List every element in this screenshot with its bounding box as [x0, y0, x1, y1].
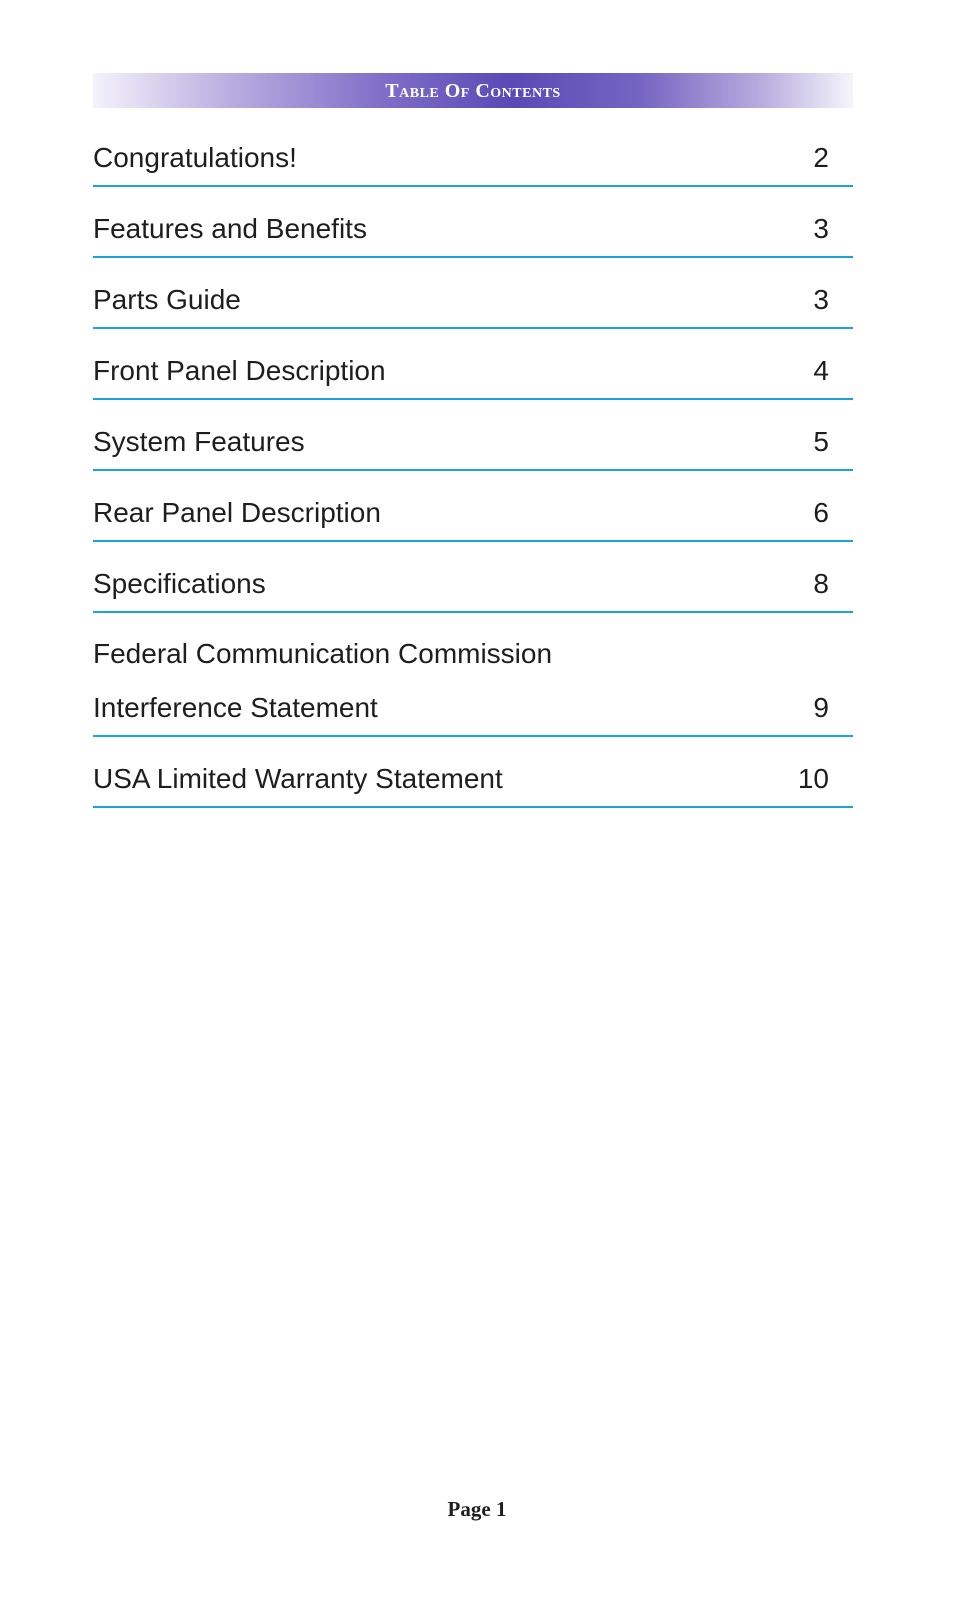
toc-entry-page: 10 — [797, 763, 829, 794]
toc-entry-title: Federal Communication Commission — [93, 638, 553, 669]
toc-entry-page: 5 — [813, 426, 829, 457]
toc-entry-page: 2 — [813, 142, 829, 173]
toc-entry-title: Rear Panel Description — [93, 497, 381, 528]
toc-entry[interactable] — [93, 752, 853, 808]
toc-entry[interactable] — [93, 273, 853, 329]
toc-entry-title: USA Limited Warranty Statement — [93, 763, 503, 794]
toc-entry[interactable] — [93, 486, 853, 542]
toc-entry-page: 9 — [813, 692, 829, 723]
toc-entry[interactable] — [93, 415, 853, 471]
toc-entry[interactable] — [93, 557, 853, 613]
toc-entry-title: Features and Benefits — [93, 213, 367, 244]
toc-entry-title-continued: Interference Statement — [93, 692, 378, 723]
toc-entry[interactable] — [93, 131, 853, 187]
toc-entry-title: System Features — [93, 426, 305, 457]
section-header-bar — [93, 73, 853, 108]
toc-entry-title: Parts Guide — [93, 284, 241, 315]
toc-entry[interactable] — [93, 202, 853, 258]
page-number: Page 1 — [447, 1497, 507, 1521]
toc-entry[interactable] — [93, 344, 853, 400]
toc-entry-page: 3 — [813, 213, 829, 244]
toc-entry-title: Specifications — [93, 568, 266, 599]
section-title: Table Of Contents — [385, 80, 561, 102]
toc-entry-page: 4 — [813, 355, 829, 386]
toc-entry-page: 6 — [813, 497, 829, 528]
toc-entry-page: 3 — [813, 284, 829, 315]
toc-entry[interactable] — [93, 627, 853, 737]
toc-entry-title: Front Panel Description — [93, 355, 386, 386]
toc-entry-title: Congratulations! — [93, 142, 297, 173]
toc-entry-page: 8 — [813, 568, 829, 599]
